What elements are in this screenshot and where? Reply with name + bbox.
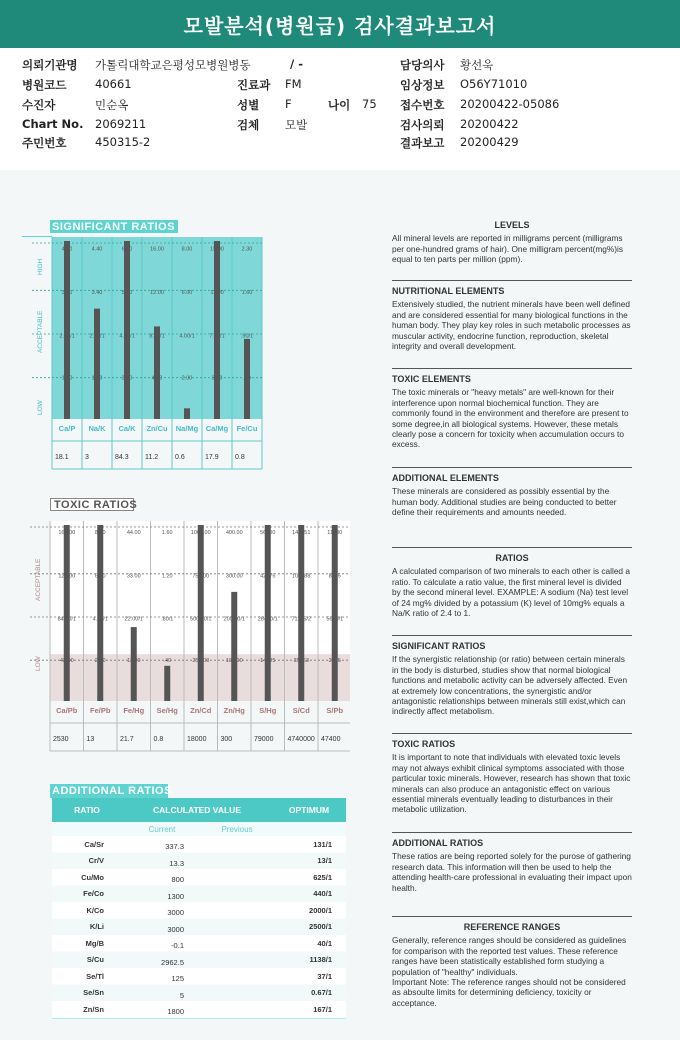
info-section (392, 739, 632, 815)
ratio-bar (332, 525, 338, 701)
table-row (52, 935, 346, 952)
scale-label: 8.00/1 (149, 333, 165, 340)
scale-label: 1.60 (241, 289, 253, 296)
scale-label: 6.60 (94, 573, 106, 580)
scale-label: 1.60 (161, 530, 173, 537)
info-section (392, 641, 632, 717)
field-label: 담당의사 (400, 58, 445, 72)
category-label: Zn/Cu (146, 424, 168, 433)
scale-label: 42.00 (59, 658, 74, 664)
value-label: 21.7 (120, 736, 134, 743)
field-value: 450315-2 (95, 135, 151, 149)
divider (392, 547, 632, 548)
ratio-bar (97, 525, 103, 701)
optimum-value: 37/1 (317, 971, 332, 981)
scale-label: 100.00 (225, 658, 243, 664)
scale-label: 2845 (328, 658, 341, 664)
scale-label: 400.00 (225, 530, 243, 537)
scale-label: 200.00/1 (223, 616, 245, 623)
scale-label: 3.20 (121, 375, 133, 382)
ratio-name: Ca/Sr (84, 839, 104, 849)
scale-label: 1.60 (61, 375, 73, 382)
field-label: 임상정보 (400, 78, 445, 92)
field-value: 75 (362, 97, 377, 111)
scale-label: 2.30 (241, 246, 253, 253)
scale-label: 14225 (260, 658, 276, 664)
info-text: Extensively studied, the nutrient minerals have been well defined and are considered essential for many biological functions in the human body. They play key roles in such metabolic processes as muscular activity, endocrine function, reproduction, skeletal integrity and overall development. (392, 299, 631, 352)
field-value: O56Y71010 (460, 77, 528, 91)
ratio-bar (214, 241, 220, 419)
table-row (52, 886, 346, 903)
value-label: 3 (85, 454, 89, 461)
divider (392, 280, 632, 281)
scale-label: 7.00/1 (209, 333, 225, 340)
scale-label: 22.00/1 (124, 616, 143, 623)
current-value: -0.1 (171, 941, 184, 951)
significant-ratios-chart (30, 233, 270, 473)
table-row (52, 919, 346, 936)
value-label: 4740000 (287, 736, 315, 743)
ratio-name: Cu/Mo (81, 872, 104, 882)
ratio-bar (64, 525, 70, 701)
ratio-name: Zn/Sn (83, 1004, 104, 1014)
category-label: Ca/Mg (205, 424, 229, 433)
divider (392, 733, 632, 734)
subheader-previous: Previous (221, 824, 253, 834)
scale-label: 4.00/1 (179, 333, 195, 340)
optimum-value: 1138/1 (309, 955, 332, 965)
scale-label: 42675 (260, 573, 276, 580)
table-row (52, 902, 346, 919)
toxic-ratios-title: TOXIC RATIOS (54, 499, 138, 511)
ratio-bar (131, 627, 137, 701)
value-label: 13 (86, 736, 95, 743)
field-value: 2069211 (95, 117, 147, 131)
scale-label: 84.00/1 (57, 616, 76, 623)
field-label: 접수번호 (400, 98, 445, 112)
value-label: 2530 (53, 736, 69, 743)
additional-ratios-table (52, 798, 346, 1019)
scale-label: 11380 (327, 530, 343, 537)
optimum-value: 2000/1 (309, 905, 332, 915)
scale-label: 250.00 (192, 658, 210, 664)
zone-label: LOW (37, 400, 44, 415)
info-heading: LEVELS (494, 220, 530, 230)
info-heading: ADDITIONAL ELEMENTS (392, 473, 499, 483)
category-label: Ca/P (58, 424, 76, 433)
info-text: These ratios are being reported solely for the purose of gathering research data. This information will then be used to help the attending health-care professional in evaluating their impact upon health. (392, 851, 632, 893)
ratio-bar (265, 525, 271, 701)
scale-label: .90/1 (240, 333, 254, 340)
scale-label: 12.00 (150, 289, 164, 296)
field-value: 황선욱 (460, 58, 494, 72)
category-label: Ca/K (118, 424, 136, 433)
field-label: 주민번호 (22, 136, 67, 150)
ratio-bar (231, 592, 237, 701)
current-value: 13.3 (169, 858, 184, 868)
scale-label: 11.00 (210, 289, 224, 296)
scale-label: 16.00 (150, 246, 164, 253)
table-header (52, 798, 346, 822)
scale-label: 11.00 (127, 658, 141, 664)
divider (392, 635, 632, 636)
info-text: All mineral levels are reported in milligrams percent (milligrams per one-hundred grams of hair). One milligram percent(mg%)is equal to ten parts per million (ppm). (392, 233, 624, 265)
value-label: 0.8 (235, 454, 245, 461)
category-label: S/Pb (326, 706, 344, 715)
info-section (392, 553, 632, 618)
field-label: 의뢰기관명 (22, 58, 78, 72)
scale-label: 5690/1 (326, 616, 344, 623)
header-calculated: CALCULATED VALUE (153, 805, 241, 815)
scale-label: 8.00 (181, 246, 193, 253)
category-label: S/Cd (292, 706, 310, 715)
ratio-bar (164, 666, 170, 701)
scale-label: 15.00 (210, 246, 224, 253)
info-text: Generally, reference ranges should be considered as guidelines for comparison with the reported test values. These reference ranges have been statistically established form studying a population of "healthy" individuals. Important Note: The reference ranges should not be considered as absoulte limits for determining deficiency, toxicity or acceptance. (392, 935, 627, 1008)
field-label: 성별 (237, 98, 260, 112)
ratio-bar (124, 241, 130, 419)
field-value: 40661 (95, 77, 132, 91)
category-label: Zn/Cd (190, 706, 212, 715)
field-label: 나이 (328, 98, 351, 112)
optimum-value: 131/1 (313, 839, 332, 849)
value-label: 0.6 (175, 454, 185, 461)
scale-label: 4.00 (151, 375, 163, 382)
ratio-bar (64, 241, 70, 419)
scale-label: 35563 (293, 658, 309, 664)
field-label: 진료과 (237, 78, 271, 92)
scale-label: .40 (163, 658, 172, 664)
ratio-name: Mg/B (85, 938, 104, 948)
current-value: 2962.5 (161, 957, 184, 967)
category-label: Fe/Cu (236, 424, 258, 433)
field-value: 20200422 (460, 117, 519, 131)
scale-label: 28450/1 (257, 616, 278, 623)
scale-label: 2.60/1 (59, 333, 75, 340)
info-text: It is important to note that individuals with elevated toxic levels may not always exhibit clinical symptoms associated with those particular toxic minerals. However, research has shown that toxic minerals can also produce an antagonistic effect on various essential minerals eventually leading to disturbances in their metabolic utilization. (392, 752, 631, 815)
header-optimum: OPTIMUM (288, 805, 330, 815)
field-value: 20200429 (460, 135, 519, 149)
ratio-bar (298, 525, 304, 701)
info-section (392, 374, 632, 450)
scale-label: 3.60 (61, 289, 73, 296)
zone-label: HIGH (37, 258, 44, 275)
field-value: F (285, 97, 292, 111)
current-value: 125 (171, 974, 184, 984)
value-label: 47400 (321, 736, 341, 743)
ratio-name: K/Co (86, 905, 104, 915)
scale-label: 1.40 (91, 375, 103, 382)
zone-label: LOW (35, 656, 42, 671)
info-heading: NUTRITIONAL ELEMENTS (392, 286, 505, 296)
table-row (52, 968, 346, 985)
divider (392, 832, 632, 833)
category-label: Se/Hg (156, 706, 178, 715)
optimum-value: 40/1 (317, 938, 332, 948)
optimum-value: 2500/1 (309, 922, 332, 932)
info-heading: SIGNIFICANT RATIOS (392, 641, 486, 651)
scale-label: 4.40 (91, 246, 103, 253)
info-text: These minerals are considered as possibly essential by the human body. Additional studies are being conducted to better define their requirements and amounts needed. (392, 486, 617, 518)
ratio-name: Cr/V (88, 856, 104, 866)
divider (392, 467, 632, 468)
optimum-value: 625/1 (313, 872, 332, 882)
table-row (52, 952, 346, 969)
ratio-name: Se/Tl (86, 971, 104, 981)
value-label: 11.2 (145, 454, 159, 461)
scale-label: 8.80 (94, 530, 106, 537)
header-ratio: RATIO (74, 805, 100, 815)
category-label: S/Hg (259, 706, 277, 715)
info-section (392, 838, 632, 893)
zone-label: ACCEPTABLE (35, 558, 42, 601)
optimum-value: 13/1 (317, 856, 332, 866)
field-label: 결과보고 (400, 136, 445, 150)
scale-label: 126.00 (58, 573, 76, 580)
additional-ratios-title: ADDITIONAL RATIOS (52, 785, 172, 797)
category-label: Fe/Pb (90, 706, 111, 715)
scale-label: 500.00/1 (190, 616, 212, 623)
table-row (52, 836, 346, 853)
value-label: 79000 (254, 736, 274, 743)
scale-label: 2.20 (94, 658, 106, 664)
field-label: 검체 (237, 118, 260, 132)
field-value: 20200422-05086 (460, 97, 560, 111)
scale-label: 6.20 (121, 246, 133, 253)
optimum-value: 440/1 (313, 889, 332, 899)
scale-label: 3.00 (211, 375, 223, 382)
scale-label: 8535 (328, 573, 341, 580)
info-heading: RATIOS (495, 553, 529, 563)
field-value: 모발 (285, 118, 308, 132)
info-section (392, 922, 632, 1008)
table-row (52, 985, 346, 1002)
info-section (392, 286, 632, 351)
field-label: 병원코드 (22, 78, 67, 92)
field-value: 가톨릭대학교은평성모병원병동 (95, 58, 251, 72)
toxic-ratios-chart (20, 511, 350, 776)
current-value: 337.3 (165, 842, 184, 852)
current-value: 800 (171, 875, 184, 885)
ratio-name: Se/Sn (83, 988, 104, 998)
scale-label: 5.20 (121, 289, 133, 296)
field-value: 민순옥 (95, 98, 129, 112)
info-section (392, 220, 632, 265)
scale-label: 4.20/1 (119, 333, 135, 340)
ratio-bar (154, 326, 160, 419)
current-value: 1300 (167, 891, 184, 901)
table-subheader (52, 822, 346, 836)
scale-label: 6.00 (181, 289, 193, 296)
scale-label: 71125/2 (291, 616, 311, 623)
table-row (52, 1001, 346, 1018)
category-label: Ca/Pb (56, 706, 78, 715)
optimum-value: 167/1 (313, 1004, 332, 1014)
category-label: Zn/Hg (223, 706, 245, 715)
info-text: If the synergistic relationship (or ratio) between certain minerals in the body is disturbed, studies show that normal biological functions and metabolic activity can be adversely affected. Even at extremely low concentrations, the synergistic and/or antagonistic relationships between minerals still exist,which can indirectly affect metabolism. (392, 654, 628, 717)
scale-label: .20 (243, 375, 251, 382)
scale-label: 44.00 (126, 530, 141, 537)
value-label: 18.1 (55, 454, 69, 461)
scale-label: .80/1 (161, 616, 174, 623)
scale-label: 2.40/1 (89, 333, 105, 340)
info-section (392, 473, 632, 518)
ratio-name: S/Cu (86, 955, 104, 965)
category-label: Na/Mg (175, 424, 199, 433)
table-body (52, 836, 346, 1019)
field-label: / - (290, 57, 303, 71)
scale-label: 300.00 (225, 573, 243, 580)
info-heading: REFERENCE RANGES (463, 922, 561, 932)
ratio-name: K/Li (89, 922, 104, 932)
info-text: A calculated comparison of two minerals to each other is called a ratio. To calculate a ratio value, the first mineral level is divided by the second mineral level. EXAMPLE: A sodium (Na) test level of 24 mg% divided by a potassium (K) level of 10mg% equals a Na/K ratio of 2.4 to 1. (392, 566, 630, 619)
scale-label: 33.00 (126, 573, 141, 580)
subheader-current: Current (148, 824, 176, 834)
scale-label: 750.00 (192, 573, 210, 580)
optimum-value: 0.67/1 (311, 988, 332, 998)
scale-label: 168.00 (58, 530, 76, 537)
info-heading: TOXIC ELEMENTS (392, 374, 471, 384)
table-row (52, 853, 346, 870)
category-label: Fe/Hg (123, 706, 145, 715)
scale-label: 1000.00 (190, 530, 211, 537)
category-label: Na/K (88, 424, 106, 433)
divider (392, 368, 632, 369)
field-label: 수진자 (22, 98, 56, 112)
scale-label: 4.40/1 (92, 616, 108, 623)
scale-label: 106688 (292, 573, 311, 580)
field-value: FM (285, 77, 302, 91)
value-label: 17.9 (205, 454, 219, 461)
value-label: 18000 (187, 736, 207, 743)
info-heading: ADDITIONAL RATIOS (392, 838, 484, 848)
report-title: 모발분석(병원급) 검사결과보고서 (0, 0, 680, 48)
ratio-bar (184, 408, 190, 419)
ratio-bar (94, 309, 100, 419)
ratio-name: Fe/Co (83, 889, 104, 899)
current-value: 1800 (167, 1007, 184, 1017)
scale-label: 4.80 (61, 246, 73, 253)
divider (392, 916, 632, 917)
current-value: 3000 (167, 908, 184, 918)
value-label: 84.3 (115, 454, 129, 461)
value-label: 0.8 (153, 736, 164, 743)
current-value: 5 (179, 990, 184, 1000)
info-text: The toxic minerals or "heavy metals" are well-known for their interference upon normal biochemical function. They are commonly found in the environment and therefore are present to some degree,in all biological systems. However, these metals clearly pose a concern for toxicity when accumulation occurs to excess. (392, 387, 629, 450)
field-label: 검사의뢰 (400, 118, 445, 132)
significant-ratios-title: SIGNIFICANT RATIOS (52, 221, 176, 233)
zone-label: ACCEPTABLE (37, 310, 44, 353)
field-label: Chart No. (22, 117, 84, 131)
scale-label: 3.40 (91, 289, 103, 296)
scale-label: 1.20 (161, 573, 173, 580)
scale-label: 56900 (260, 530, 276, 537)
current-value: 3000 (167, 924, 184, 934)
scale-label: 2.00 (181, 375, 193, 382)
value-label: 300 (220, 736, 233, 743)
info-heading: TOXIC RATIOS (392, 739, 456, 749)
ratio-bar (198, 525, 204, 701)
table-row (52, 869, 346, 886)
scale-label: 142251 (292, 530, 311, 537)
